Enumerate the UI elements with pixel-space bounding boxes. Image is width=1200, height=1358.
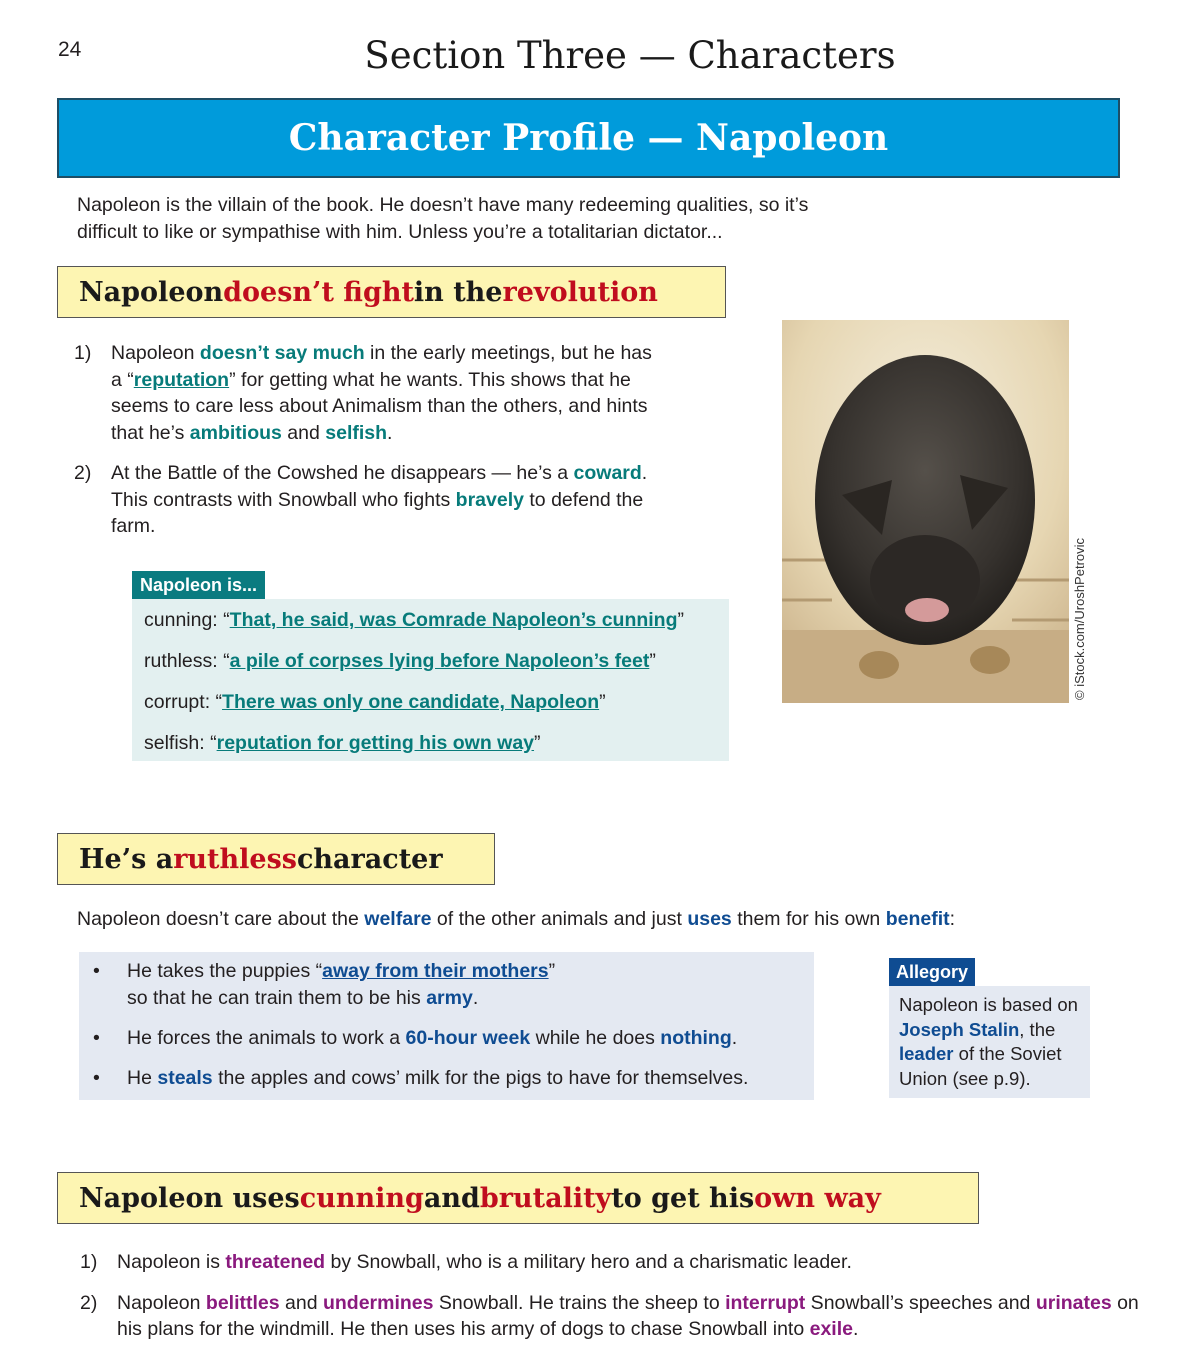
text: Napoleon [117, 1291, 206, 1314]
text: . This contrasts with Snowball who fights [111, 462, 648, 511]
quote-link: reputation [133, 368, 230, 391]
intro-line-1: Napoleon is the villain of the book. He doesn’t have many redeeming qualities, so it’s [77, 194, 809, 216]
item-number: 1) [80, 1251, 98, 1273]
quote-row [144, 646, 717, 687]
open-quote: “ [210, 732, 217, 754]
text: . [731, 1027, 738, 1049]
text: on his plans for the windmill. He then uses his army of dogs to chase Snowball into [117, 1291, 1139, 1340]
quote-text: There was only one candidate, Napoleon [222, 691, 600, 713]
keyword: doesn’t say much [199, 342, 365, 364]
keyword: bravely [455, 488, 524, 511]
keyword: ambitious [189, 421, 282, 444]
pig-illustration [782, 320, 1069, 703]
close-quote: ” [534, 732, 541, 754]
open-quote: “ [215, 691, 223, 713]
text: He [127, 1067, 158, 1089]
quote-label: cunning: [144, 609, 224, 631]
keyword: coward [573, 462, 642, 484]
keyword: 60-hour week [405, 1027, 531, 1049]
heading-keyword: doesn’t fight [223, 276, 414, 308]
text: while he does [530, 1027, 661, 1049]
bullet-icon: • [93, 1067, 100, 1089]
heading-keyword: cunning [299, 1182, 424, 1214]
heading-keyword: brutality [479, 1182, 612, 1214]
quote-text: away from their mothers [322, 960, 549, 982]
section-title: Section Three — Characters [364, 34, 896, 77]
text: Snowball’s speeches and [805, 1291, 1036, 1314]
keyword: uses [687, 908, 732, 930]
heading-keyword: revolution [502, 276, 658, 308]
text: He takes the puppies “ [127, 960, 323, 982]
quote-text: a pile of corpses lying before Napoleon’s feet [229, 650, 650, 672]
profile-banner [57, 98, 1120, 178]
text: Napoleon doesn’t care about the [77, 908, 365, 930]
text: the apples and cows’ milk for the pigs to have for themselves. [212, 1067, 749, 1089]
bullet-item [93, 1065, 814, 1092]
text: Snowball. He trains the sheep to [433, 1291, 726, 1314]
keyword: Joseph Stalin [899, 1018, 1020, 1040]
item-number: 2) [80, 1291, 98, 1314]
quote-label: ruthless: [144, 650, 224, 672]
list-item [74, 460, 654, 540]
revolution-list [74, 340, 654, 554]
item-number: 1) [74, 342, 92, 364]
cunning-list [80, 1249, 1140, 1357]
text: to defend the farm. [111, 488, 644, 537]
text: . [472, 987, 479, 1009]
heading-text: He’s a [79, 843, 174, 875]
photo-credit: © iStock.com/UroshPetrovic [1072, 537, 1087, 700]
text: ” for getting what he wants. This shows that he seems to care less about Animalism than the others, and hints that he’s [111, 368, 648, 444]
text: of the Soviet Union (see p.9). [899, 1043, 1062, 1089]
open-quote: “ [223, 650, 230, 672]
quote-label: corrupt: [144, 691, 216, 713]
heading-text: Napoleon [79, 276, 224, 308]
text: ” [548, 960, 556, 982]
close-quote: ” [677, 609, 685, 631]
close-quote: ” [599, 691, 606, 713]
banner-title: Character Profile — Napoleon [288, 117, 889, 159]
list-item [74, 340, 654, 446]
heading-doesnt-fight [57, 266, 726, 318]
list-item [80, 1249, 1140, 1276]
quote-text: reputation for getting his own way [216, 732, 535, 754]
text: of the other animals and just [431, 908, 688, 930]
text: , the [1019, 1018, 1056, 1040]
text: and [281, 421, 326, 444]
quote-label: selfish: [144, 732, 211, 754]
page-number: 24 [58, 38, 82, 61]
list-item [80, 1290, 1140, 1343]
heading-keyword: ruthless [173, 843, 297, 875]
heading-text: and [423, 1182, 480, 1214]
bullet-item [93, 1025, 814, 1052]
keyword: benefit [885, 908, 950, 930]
text: by Snowball, who is a military hero and a charismatic leader. [325, 1251, 852, 1273]
bullet-icon: • [93, 960, 100, 982]
intro-paragraph [77, 192, 937, 246]
text: and [279, 1291, 323, 1314]
keyword: interrupt [725, 1291, 806, 1314]
text: . [852, 1318, 859, 1340]
text: : [949, 908, 956, 930]
heading-keyword: own way [754, 1182, 881, 1214]
text: . [387, 421, 393, 444]
text: them for his own [731, 908, 886, 930]
keyword: belittles [205, 1291, 280, 1314]
open-quote: “ [223, 609, 230, 631]
text: He forces the animals to work a [127, 1027, 406, 1049]
quote-text: That, he said, was Comrade Napoleon’s cunning [229, 609, 678, 631]
text: so that he can train them to be his [127, 987, 427, 1009]
quote-row [144, 728, 717, 769]
bullet-icon: • [93, 1027, 100, 1049]
heading-cunning-brutality [57, 1172, 979, 1224]
intro-line-2: difficult to like or sympathise with him. Unless you’re a totalitarian dictator... [77, 221, 723, 243]
quote-box [132, 599, 729, 761]
keyword: leader [899, 1043, 954, 1064]
welfare-paragraph [77, 905, 1137, 933]
heading-text: character [296, 843, 443, 875]
allegory-tag: Allegory [889, 958, 975, 986]
keyword: urinates [1035, 1291, 1112, 1314]
allegory-box [889, 986, 1090, 1098]
heading-text: to get his [611, 1182, 755, 1214]
heading-text: in the [413, 276, 503, 308]
quote-box-tag: Napoleon is... [132, 571, 265, 599]
text: Napoleon [111, 342, 200, 364]
bullet-item [93, 958, 814, 1012]
keyword: threatened [225, 1251, 326, 1273]
ruthless-bullets [79, 952, 814, 1100]
keyword: nothing [660, 1027, 732, 1049]
keyword: undermines [322, 1291, 434, 1314]
pig-photo [782, 320, 1069, 703]
keyword: exile [809, 1318, 853, 1340]
keyword: selfish [325, 421, 388, 444]
text: Napoleon is [117, 1251, 226, 1273]
heading-text: Napoleon uses [79, 1182, 300, 1214]
keyword: steals [157, 1067, 213, 1089]
text: Napoleon is based on [899, 994, 1078, 1015]
quote-row [144, 605, 717, 646]
text: in the early meetings, but he has a “ [111, 342, 652, 391]
text: At the Battle of the Cowshed he disappears — he’s a [111, 462, 574, 484]
heading-ruthless [57, 833, 495, 885]
keyword: welfare [364, 908, 432, 930]
quote-row [144, 687, 717, 728]
item-number: 2) [74, 462, 92, 484]
keyword: army [426, 987, 473, 1009]
close-quote: ” [649, 650, 656, 672]
